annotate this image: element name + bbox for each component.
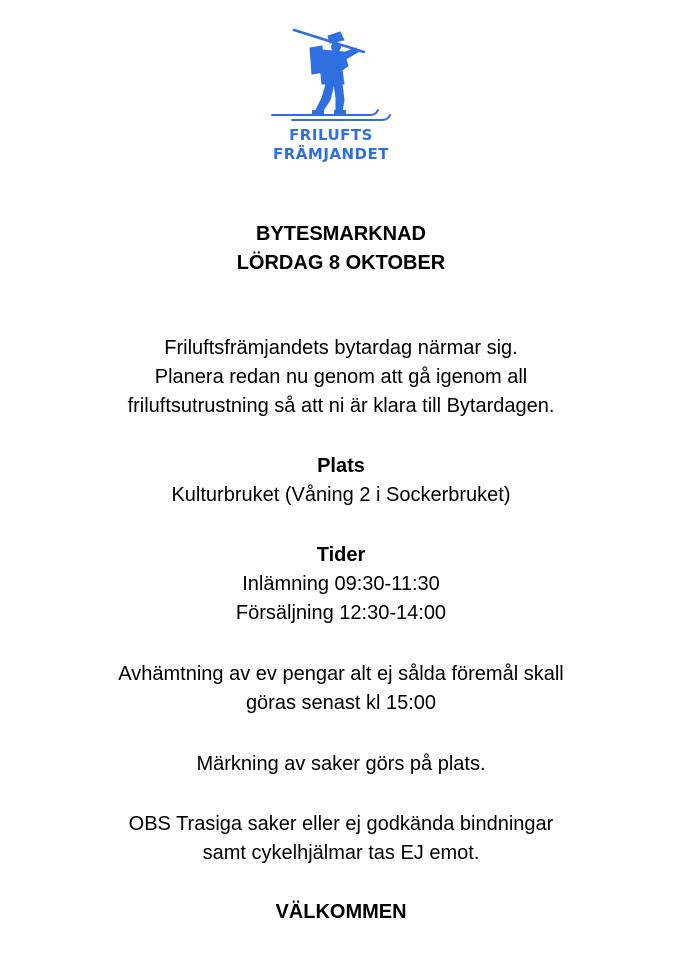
marking-section bbox=[0, 750, 682, 779]
notice-line-1: OBS Trasiga saker eller ej godkända bindningar bbox=[128, 813, 554, 835]
friluftsframjandet-logo bbox=[270, 26, 392, 166]
place-section bbox=[0, 452, 682, 510]
pickup-section bbox=[0, 660, 682, 718]
place-heading: Plats bbox=[317, 455, 365, 477]
welcome-section bbox=[0, 898, 682, 927]
skier-icon bbox=[270, 26, 392, 124]
notice-section bbox=[0, 810, 682, 868]
logo-text-line2: FRÄMJANDET bbox=[272, 145, 389, 163]
times-heading: Tider bbox=[316, 544, 366, 566]
intro-line-1: Friluftsfrämjandets bytardag närmar sig. bbox=[164, 337, 518, 359]
event-header bbox=[0, 220, 682, 278]
event-date: LÖRDAG 8 OKTOBER bbox=[236, 252, 446, 274]
pickup-line-1: Avhämtning av ev pengar alt ej sålda föremål skall bbox=[118, 663, 564, 685]
intro-line-2: Planera redan nu genom att gå igenom all bbox=[154, 366, 528, 388]
times-line-1: Inlämning 09:30-11:30 bbox=[242, 573, 440, 595]
times-section bbox=[0, 541, 682, 628]
logo-text-line1: FRILUFTS bbox=[289, 126, 373, 144]
welcome-text: VÄLKOMMEN bbox=[275, 901, 407, 923]
marking-line-1: Märkning av saker görs på plats. bbox=[196, 753, 486, 775]
intro-line-3: friluftsutrustning så att ni är klara till Bytardagen. bbox=[127, 395, 555, 417]
times-line-2: Försäljning 12:30-14:00 bbox=[235, 602, 447, 624]
event-title: BYTESMARKNAD bbox=[256, 223, 426, 245]
intro-paragraph bbox=[0, 334, 682, 421]
place-value: Kulturbruket (Våning 2 i Sockerbruket) bbox=[171, 484, 511, 506]
pickup-line-2: göras senast kl 15:00 bbox=[245, 692, 437, 714]
notice-line-2: samt cykelhjälmar tas EJ emot. bbox=[202, 842, 480, 864]
